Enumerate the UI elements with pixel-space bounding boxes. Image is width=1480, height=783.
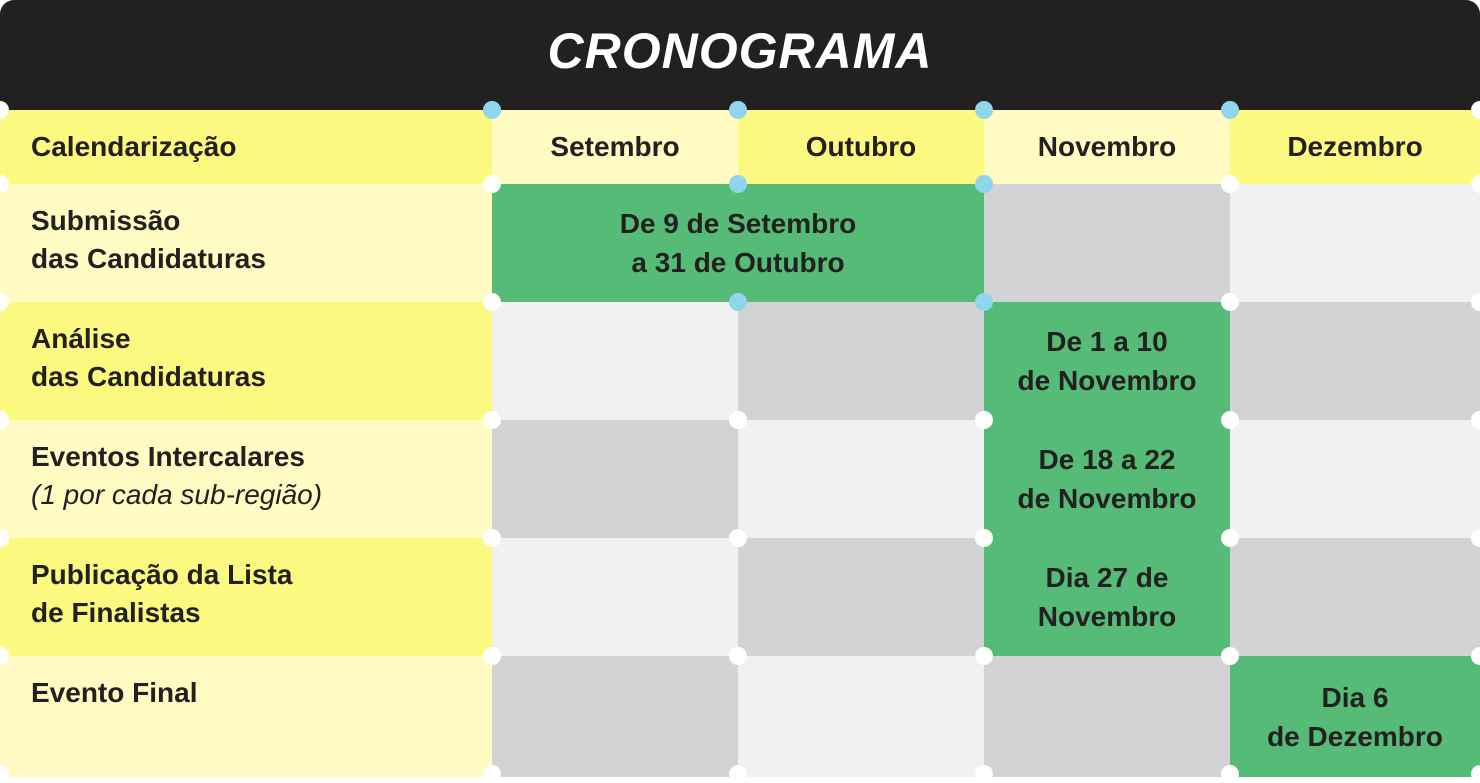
month-header-setembro <box>492 110 738 184</box>
grid-dot <box>483 647 501 665</box>
empty-cell <box>492 420 738 538</box>
row-label-eventos-intercalares <box>0 420 492 538</box>
empty-cell <box>738 656 984 777</box>
row-label-line1: Publicação da Lista <box>31 559 293 590</box>
empty-cell <box>738 420 984 538</box>
grid-dot <box>1221 529 1239 547</box>
event-line2: de Novembro <box>1017 365 1197 396</box>
row-label-line2: das Candidaturas <box>31 361 266 392</box>
row-label-line2: de Finalistas <box>31 597 201 628</box>
event-line2: de Novembro <box>1017 483 1197 514</box>
empty-cell <box>492 538 738 656</box>
grid-dot <box>483 293 501 311</box>
grid-dot <box>1221 293 1239 311</box>
event-line1: Dia 27 de <box>1045 562 1169 593</box>
empty-cell <box>1230 184 1480 302</box>
row-label-line2: (1 por cada sub-região) <box>31 479 323 510</box>
grid-dot <box>975 101 993 119</box>
grid-dot <box>1221 101 1239 119</box>
row-label-line1: Análise <box>31 323 131 354</box>
event-line2: de Dezembro <box>1267 720 1443 752</box>
schedule-header <box>0 0 1480 110</box>
empty-cell <box>492 656 738 777</box>
grid-dot <box>975 411 993 429</box>
grid-dot <box>1221 411 1239 429</box>
event-eventos-intercalares <box>984 420 1230 538</box>
grid-dot <box>1471 765 1480 783</box>
grid-dot <box>975 529 993 547</box>
empty-cell <box>1230 538 1480 656</box>
grid-dot <box>483 529 501 547</box>
grid-dot <box>483 101 501 119</box>
month-header-outubro <box>738 110 984 184</box>
event-line1: De 1 a 10 <box>1046 326 1168 357</box>
row-label-analise <box>0 302 492 420</box>
empty-cell <box>1230 302 1480 420</box>
grid-dot <box>729 293 747 311</box>
month-header-novembro <box>984 110 1230 184</box>
event-line1: Dia 6 <box>1321 681 1389 713</box>
empty-cell <box>1230 420 1480 538</box>
grid-dot <box>729 411 747 429</box>
event-submissao <box>492 184 984 302</box>
month-label: Novembro <box>1037 131 1177 162</box>
empty-cell <box>738 538 984 656</box>
grid-dot <box>1221 647 1239 665</box>
event-analise <box>984 302 1230 420</box>
event-final <box>1230 656 1480 777</box>
schedule-grid <box>0 110 1480 777</box>
grid-dot <box>1221 175 1239 193</box>
month-header-dezembro <box>1230 110 1480 184</box>
schedule-title: CRONOGRAMA <box>547 23 933 79</box>
event-line1: De 18 a 22 <box>1038 444 1176 475</box>
grid-dot <box>729 101 747 119</box>
calendarizacao-label: Calendarização <box>31 131 237 162</box>
grid-dot <box>975 293 993 311</box>
event-line1: De 9 de Setembro <box>619 208 857 239</box>
row-label-line1: Evento Final <box>31 677 198 708</box>
grid-dot <box>975 765 993 783</box>
event-line2: Novembro <box>1037 601 1177 632</box>
grid-dot <box>483 765 501 783</box>
empty-cell <box>738 302 984 420</box>
empty-cell <box>984 656 1230 777</box>
grid-dot <box>1221 765 1239 783</box>
grid-dot <box>483 411 501 429</box>
empty-cell <box>984 184 1230 302</box>
grid-dot <box>729 175 747 193</box>
row-label-publicacao <box>0 538 492 656</box>
grid-dot <box>729 765 747 783</box>
row-label-line1: Submissão <box>31 205 181 236</box>
event-line2: a 31 de Outubro <box>631 247 845 278</box>
row-label-line1: Eventos Intercalares <box>31 441 305 472</box>
grid-dot <box>483 175 501 193</box>
column-header-calendarizacao <box>0 110 492 184</box>
grid-dot <box>729 647 747 665</box>
month-label: Dezembro <box>1287 131 1423 162</box>
row-label-evento-final <box>0 656 492 777</box>
grid-dot <box>975 647 993 665</box>
empty-cell <box>492 302 738 420</box>
event-publicacao <box>984 538 1230 656</box>
row-label-line2: das Candidaturas <box>31 243 266 274</box>
month-label: Outubro <box>805 131 917 162</box>
month-label: Setembro <box>550 131 680 162</box>
grid-dot <box>729 529 747 547</box>
grid-dot <box>975 175 993 193</box>
row-label-submissao <box>0 184 492 302</box>
